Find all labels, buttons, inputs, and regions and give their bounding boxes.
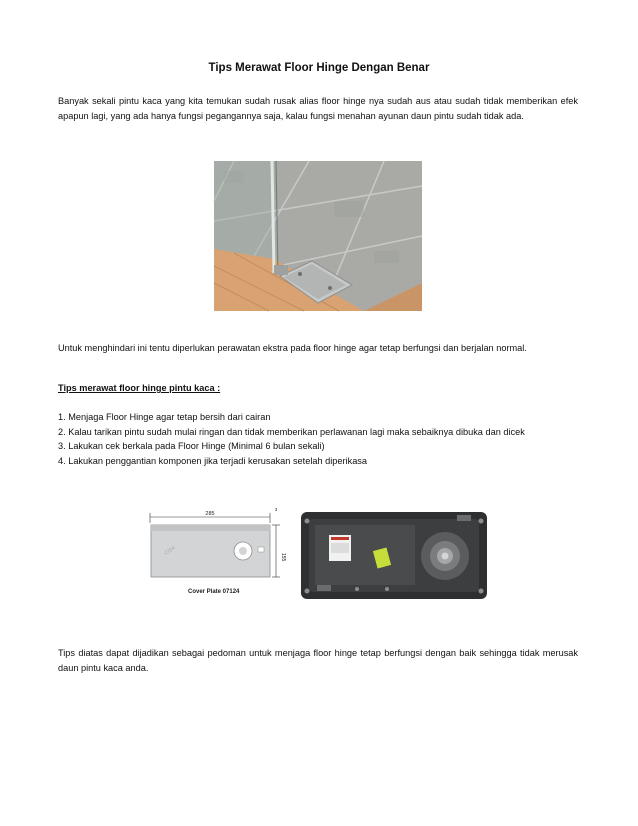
figure-caption: Cover Plate 07124 bbox=[188, 589, 240, 595]
dimension-height: 155 bbox=[280, 553, 286, 562]
list-item: 3. Lakukan cek berkala pada Floor Hinge (Minimal 6 bulan sekali) bbox=[58, 441, 325, 451]
list-item: 2. Kalau tarikan pintu sudah mulai ringan dan tidak memberikan perlawanan lagi maka sebaiknya dibuka dan dicek bbox=[58, 426, 525, 437]
intro-paragraph: Banyak sekali pintu kaca yang kita temukan sudah rusak alias floor hinge nya sudah aus atau sudah tidak memberikan efek apapun lagi, yang ada hanya fungsi pegangannya saja, kalau fungsi menahan ayunan daun pintu sudah tidak ada. bbox=[58, 96, 578, 121]
tips-heading: Tips merawat floor hinge pintu kaca : bbox=[58, 383, 221, 393]
closing-paragraph: Tips diatas dapat dijadikan sebagai pedoman untuk menjaga floor hinge tetap berfungsi dengan baik sehingga tidak merusak daun pintu kaca anda. bbox=[58, 648, 578, 673]
dimension-small: 3 bbox=[274, 507, 278, 512]
floor-hinge-body-photo bbox=[297, 509, 491, 603]
dimension-width: 285 bbox=[205, 511, 215, 517]
maintenance-paragraph: Untuk menghindari ini tentu diperlukan perawatan ekstra pada floor hinge agar tetap berfungsi dan berjalan normal. bbox=[58, 343, 527, 353]
brand-mark: CISA bbox=[163, 545, 177, 557]
list-item: 4. Lakukan penggantian komponen jika terjadi kerusakan setelah diperikasa bbox=[58, 455, 368, 466]
cover-plate-drawing bbox=[146, 505, 284, 601]
page-title: Tips Merawat Floor Hinge Dengan Benar bbox=[208, 62, 430, 74]
list-item: 1. Menjaga Floor Hinge agar tetap bersih dari cairan bbox=[58, 412, 271, 422]
floor-hinge-photo bbox=[214, 161, 422, 311]
tips-list bbox=[58, 410, 578, 468]
